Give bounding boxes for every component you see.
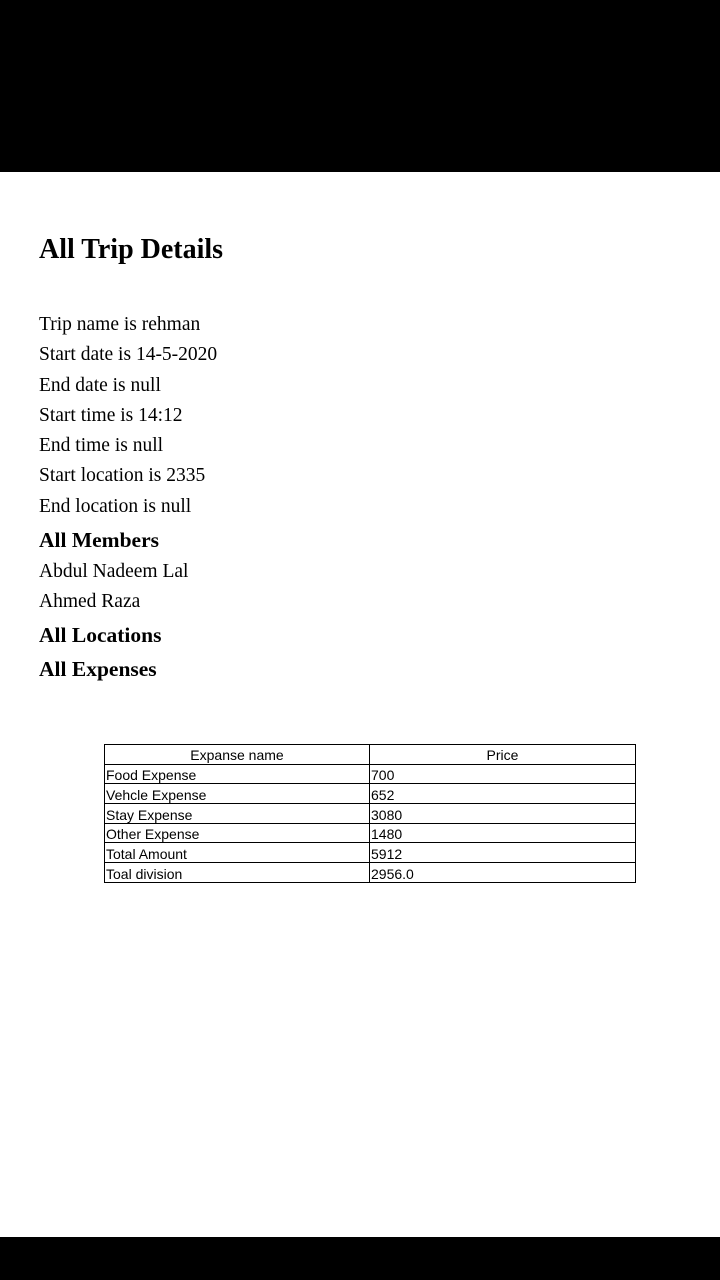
table-row (105, 804, 636, 824)
expense-name-cell: Total Amount (105, 843, 370, 863)
navigation-bar (0, 1237, 720, 1280)
expense-name-cell: Other Expense (105, 823, 370, 843)
expense-table (104, 744, 636, 883)
table-row (105, 823, 636, 843)
price-cell: 3080 (370, 804, 636, 824)
column-header-expense-name: Expanse name (105, 745, 370, 765)
price-cell: 5912 (370, 843, 636, 863)
member-item: Abdul Nadeem Lal (39, 561, 189, 582)
table-header-row (105, 745, 636, 765)
expense-name-cell: Vehcle Expense (105, 784, 370, 804)
expense-name-cell: Food Expense (105, 764, 370, 784)
locations-heading: All Locations (39, 623, 162, 647)
table-row (105, 863, 636, 883)
column-header-price: Price (370, 745, 636, 765)
expenses-heading: All Expenses (39, 657, 157, 681)
start-location-line: Start location is 2335 (39, 465, 206, 487)
document-page (0, 172, 720, 1237)
price-cell: 700 (370, 764, 636, 784)
trip-name-line: Trip name is rehman (39, 314, 201, 335)
end-location-line: End location is null (39, 495, 192, 517)
start-date-line: Start date is 14-5-2020 (39, 344, 218, 366)
end-date-line: End date is null (39, 374, 161, 396)
table-row (105, 843, 636, 863)
members-heading: All Members (39, 528, 160, 552)
start-time-line: Start time is 14:12 (39, 404, 183, 426)
price-cell: 2956.0 (370, 863, 636, 883)
status-bar (0, 0, 720, 172)
price-cell: 652 (370, 784, 636, 804)
expense-name-cell: Stay Expense (105, 804, 370, 824)
table-row (105, 784, 636, 804)
price-cell: 1480 (370, 823, 636, 843)
page-title: All Trip Details (39, 234, 224, 265)
table-row (105, 764, 636, 784)
member-item: Ahmed Raza (39, 591, 141, 613)
member-list (39, 557, 188, 618)
expense-name-cell: Toal division (105, 863, 370, 883)
end-time-line: End time is null (39, 435, 164, 457)
trip-detail-list (39, 310, 217, 522)
